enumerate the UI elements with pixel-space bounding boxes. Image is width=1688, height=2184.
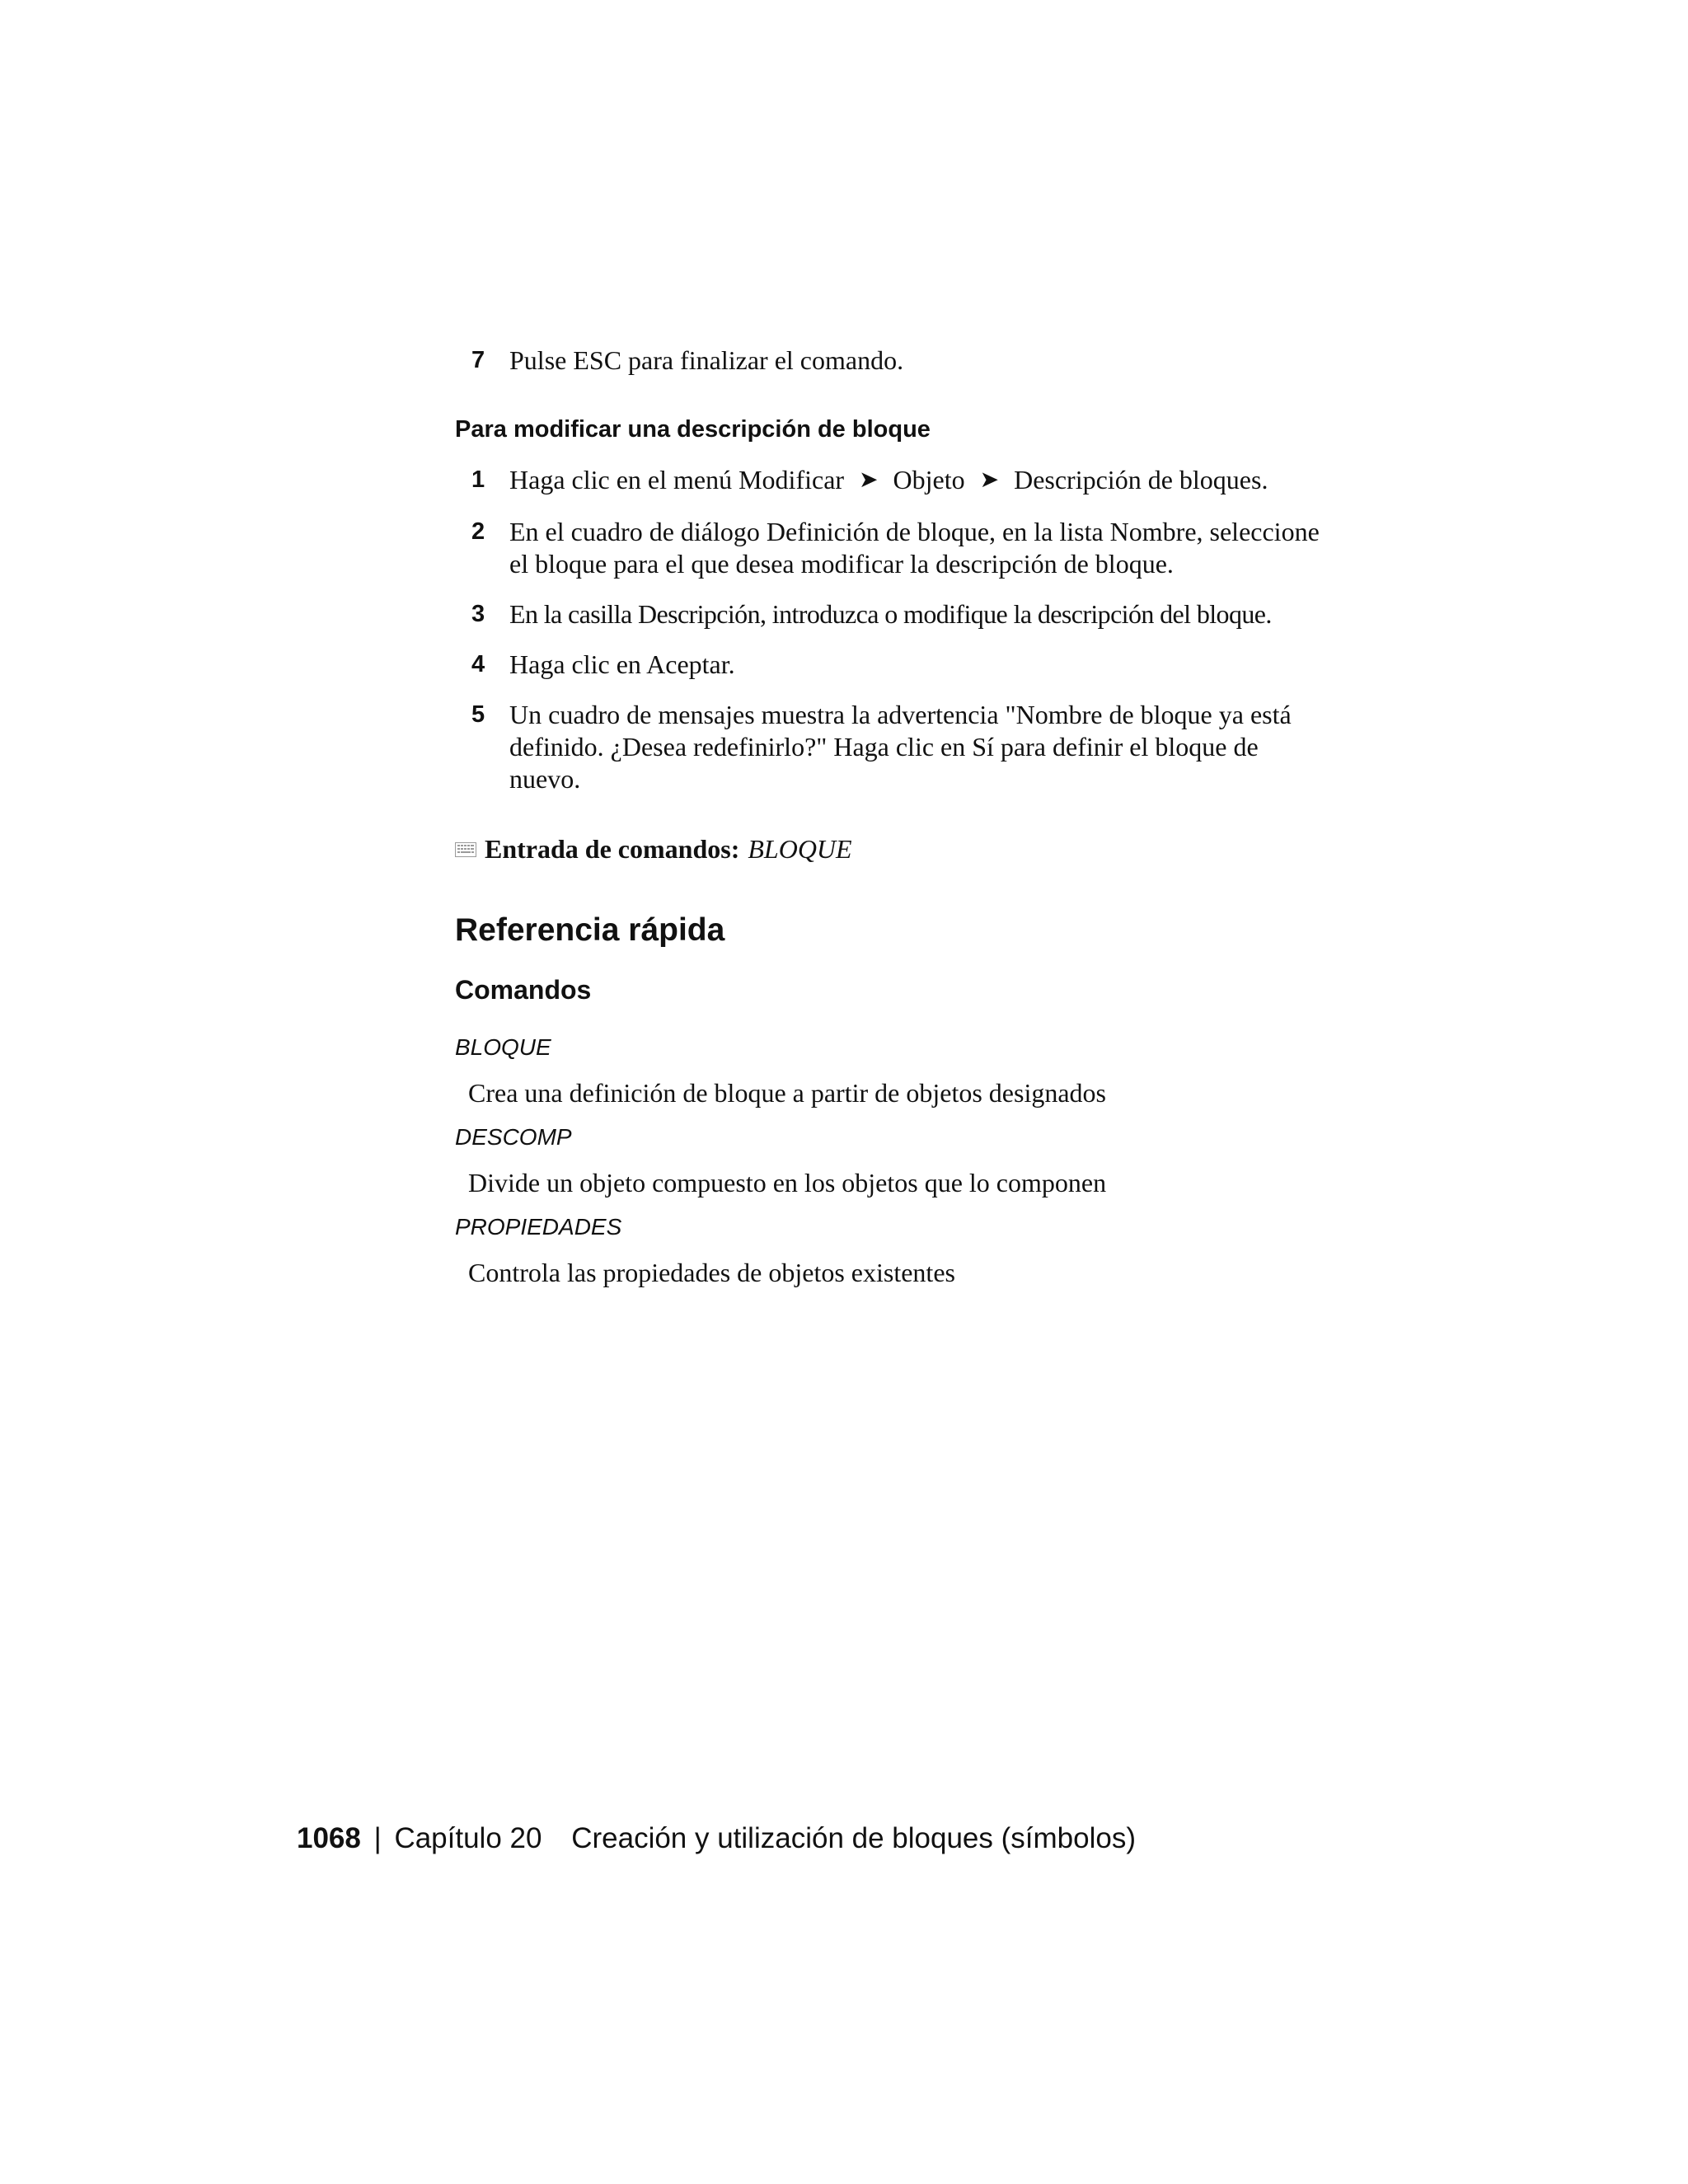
step-number: 2 [471, 518, 485, 545]
command-description: Crea una definición de bloque a partir de objetos designados [468, 1078, 1106, 1108]
command-description: Divide un objeto compuesto en los objetos que lo componen [468, 1168, 1107, 1197]
page-footer [297, 1821, 1136, 1856]
command-description: Controla las propiedades de objetos existentes [468, 1258, 955, 1287]
page-content [455, 344, 1362, 1289]
step-item [455, 464, 1362, 498]
keyboard-icon [455, 842, 476, 857]
step-number: 5 [471, 701, 485, 728]
commands-heading: Comandos [455, 975, 592, 1005]
step-item [455, 699, 1362, 795]
menu-path-part: Descripción de bloques. [1014, 465, 1268, 494]
command-name: DESCOMP [455, 1124, 572, 1150]
chapter-title: Creación y utilización de bloques (símbolos) [571, 1822, 1136, 1854]
step-text: Haga clic en Aceptar. [509, 649, 735, 679]
step-text: En la casilla Descripción, introduzca o modifique la descripción del bloque. [509, 599, 1272, 629]
command-name: BLOQUE [455, 1034, 551, 1060]
step-text: En el cuadro de diálogo Definición de bloque, en la lista Nombre, seleccione el bloque para el que desea modificar la descripción de bloque. [509, 517, 1320, 579]
step-text: Un cuadro de mensajes muestra la advertencia "Nombre de bloque ya está definido. ¿Desea redefinirlo?" Haga clic en Sí para definir el bloque de nuevo. [509, 700, 1292, 794]
command-entry [455, 833, 1362, 865]
arrow-right-icon: ➤ [859, 467, 879, 493]
step-number: 1 [471, 466, 485, 493]
step-item [455, 344, 1362, 377]
procedure-title: Para modificar una descripción de bloque [455, 416, 931, 443]
step-number: 7 [471, 347, 485, 373]
step-item [455, 649, 1362, 681]
step-item [455, 598, 1362, 630]
step-number: 3 [471, 601, 485, 627]
menu-path-part: Haga clic en el menú Modificar [509, 465, 845, 494]
step-text: Pulse ESC para finalizar el comando. [509, 345, 904, 375]
page-number: 1068 [297, 1822, 361, 1854]
menu-path-part: Objeto [893, 465, 965, 494]
menu-path [509, 464, 1334, 498]
command-name: PROPIEDADES [455, 1214, 622, 1240]
command-entry-value: BLOQUE [748, 834, 852, 864]
step-item [455, 516, 1362, 580]
chapter-number: Capítulo 20 [394, 1822, 542, 1854]
arrow-right-icon: ➤ [979, 467, 1000, 493]
command-entry-label: Entrada de comandos: [485, 834, 740, 864]
quick-reference-heading: Referencia rápida [455, 912, 725, 948]
footer-separator: | [373, 1822, 382, 1854]
step-number: 4 [471, 651, 485, 677]
